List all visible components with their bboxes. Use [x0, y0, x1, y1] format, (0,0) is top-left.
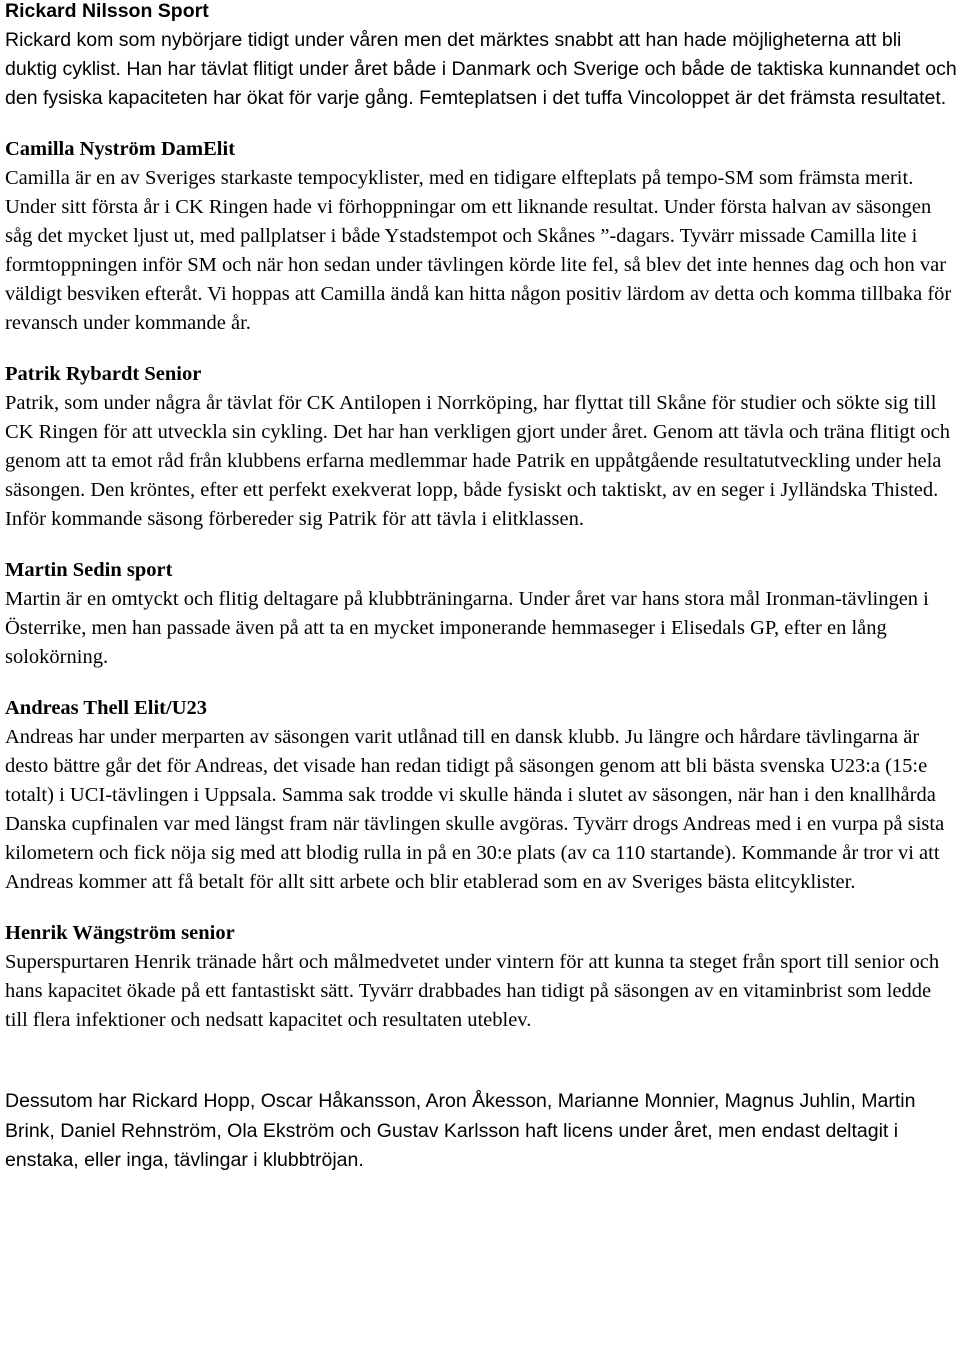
section-heading: Martin Sedin sport [5, 559, 173, 581]
spacer [5, 338, 957, 360]
section-body: Patrik, som under några år tävlat för CK Antilopen i Norrköping, har flyttat till Skåne för studier och sökte sig till CK Ringen för att utveckla sin cykling. Det har han verkligen gjort under året. Genom att tävla och träna flitigt och genom att ta emot råd från klubbens erfarna medlemmar hade Patrik en uppåtgående resultatutveckling under hela säsongen. Den kröntes, efter ett perfekt exekverat lopp, både fysiskt och taktiskt, av en seger i Jylländska Thisted. Inför kommande säsong förbereder sig Patrik för att tävla i elitklassen. [5, 392, 950, 530]
section-heading: Camilla Nyström DamElit [5, 138, 236, 160]
section-body: Andreas har under merparten av säsongen varit utlånad till en dansk klubb. Ju längre och hårdare tävlingarna är desto bättre går det för Andreas, det visade han redan tidigt på säsongen genom att bli bästa svenska U23:a (15:e totalt) i UCI-tävlingen i Uppsala. Samma sak trodde vi skulle hända i slutet av säsongen, när han i den knallhårda Danska cupfinalen var med längst fram när tävlingen skulle avgöras. Tyvärr drogs Andreas med i en vurpa på sista kilometern och fick nöja sig med att blodig rulla in på en 30:e plats (av ca 110 startande). Kommande år tror vi att Andreas kommer att få betalt för allt sitt arbete och blir etablerad som en av Sveriges bästa elitcyklister. [5, 726, 945, 893]
spacer [5, 1035, 957, 1087]
section-body: Rickard kom som nybörjare tidigt under våren men det märktes snabbt att han hade möjligheterna att bli duktig cyklist. Han har tävlat flitigt under året både i Danmark och Sverige och både de taktiska kunnandet och den fysiska kapaciteten har ökat för varje gång. Femteplatsen i det tuffa Vincoloppet är det främsta resultatet. [5, 29, 957, 109]
section-heading: Andreas Thell Elit/U23 [5, 697, 207, 719]
section-henrik-wangstrom [5, 919, 957, 1035]
section-body: Camilla är en av Sveriges starkaste tempocyklister, med en tidigare elfteplats på tempo-SM som främsta merit. Under sitt första år i CK Ringen hade vi förhoppningar om ett liknande resultat. Under första halvan av säsongen såg det mycket ljust ut, med pallplatser i både Ystadstempot och Skånes ”-dagars. Tyvärr missade Camilla lite i formtoppningen inför SM och när hon sedan under tävlingen körde lite fel, så blev det inte hennes dag och hon var väldigt besviken efteråt. Vi hoppas att Camilla ändå kan hitta någon positiv lärdom av detta och komma tillbaka för revansch under kommande år. [5, 167, 952, 334]
spacer [5, 113, 957, 135]
spacer [5, 897, 957, 919]
section-body: Superspurtaren Henrik tränade hårt och målmedvetet under vintern för att kunna ta steget från sport till senior och hans kapacitet ökade på ett fantastiskt sätt. Tyvärr drabbades han tidigt på säsongen av en vitaminbrist som ledde till flera infektioner och nedsatt kapacitet och resultaten uteblev. [5, 951, 940, 1031]
section-martin-sedin [5, 556, 957, 672]
section-patrik-rybardt [5, 360, 957, 534]
closing-paragraph: Dessutom har Rickard Hopp, Oscar Håkansson, Aron Åkesson, Marianne Monnier, Magnus Juhlin, Martin Brink, Daniel Rehnström, Ola Ekström och Gustav Karlsson haft licens under året, men endast deltagit i enstaka, eller inga, tävlingar i klubbtröjan. [5, 1090, 916, 1171]
section-heading: Patrik Rybardt Senior [5, 363, 202, 385]
section-body: Martin är en omtyckt och flitig deltagare på klubbträningarna. Under året var hans stora mål Ironman-tävlingen i Österrike, men han passade även på att ta en mycket imponerande hemmaseger i Elisedals GP, efter en lång solokörning. [5, 588, 929, 668]
section-heading: Henrik Wängström senior [5, 922, 235, 944]
section-rickard-nilsson [5, 0, 957, 113]
spacer [5, 534, 957, 556]
section-camilla-nystrom [5, 135, 957, 338]
document-page [5, 0, 957, 1176]
spacer [5, 672, 957, 694]
section-heading: Rickard Nilsson Sport [5, 0, 209, 22]
section-andreas-thell [5, 694, 957, 897]
